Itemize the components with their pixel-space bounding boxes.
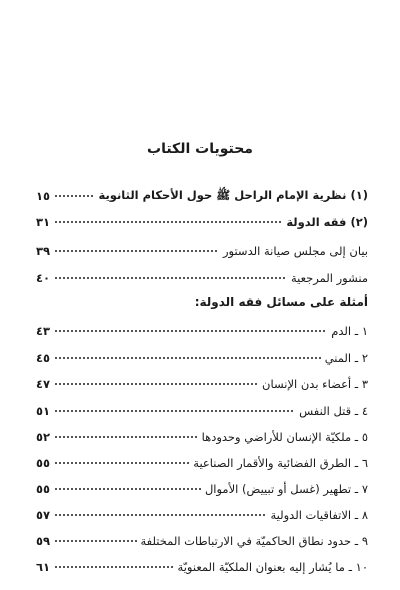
toc-example — [36, 376, 368, 392]
dot-leader — [54, 562, 174, 572]
dot-leader — [54, 432, 198, 442]
toc-example-page: ٥٢ — [36, 430, 51, 444]
dot-leader — [54, 273, 287, 283]
toc-example-label: ٣ ـ أعضاء بدن الإنسان — [262, 377, 368, 391]
toc-example-page: ٥١ — [36, 404, 51, 418]
toc-example — [36, 323, 368, 339]
toc-example-label: ١ ـ الدم — [331, 324, 368, 338]
toc-entry-page: ٤٠ — [36, 271, 51, 285]
toc-example — [36, 429, 368, 445]
toc-example-page: ٦١ — [36, 560, 51, 574]
section-heading: أمثلة على مسائل فقه الدولة: — [194, 295, 368, 309]
dot-leader — [54, 326, 327, 336]
toc-entry-page: ١٥ — [36, 189, 51, 203]
toc-example-label: ٤ ـ قتل النفس — [299, 404, 368, 418]
toc-example-label: ٥ ـ ملكيّة الإنسان للأراضي وحدودها — [201, 430, 368, 444]
toc-example-page: ٥٧ — [36, 508, 51, 522]
toc-example-page: ٥٥ — [36, 456, 51, 470]
toc-example-label: ٨ ـ الاتفاقيات الدولية — [270, 508, 368, 522]
dot-leader — [54, 406, 295, 416]
toc-example — [36, 533, 368, 549]
dot-leader — [54, 510, 266, 520]
dot-leader — [54, 353, 321, 363]
dot-leader — [54, 217, 282, 227]
toc-example — [36, 507, 368, 523]
toc-example-label: ٩ ـ حدود نطاق الحاكميّة في الارتباطات المختلفة — [140, 534, 368, 548]
toc-example — [36, 350, 368, 366]
dot-leader — [54, 536, 137, 546]
toc-entry-label: منشور المرجعية — [290, 271, 368, 285]
toc-example-page: ٤٧ — [36, 377, 51, 391]
toc-entry-page: ٣٩ — [36, 244, 51, 258]
dot-leader — [54, 458, 189, 468]
toc-entry — [36, 188, 368, 204]
toc-example-label: ٧ ـ تطهير (غسل أو تبييض) الأموال — [204, 482, 368, 496]
toc-example-label: ٦ ـ الطرق الفضائية والأقمار الصناعية — [193, 456, 368, 470]
toc-example-label: ٢ ـ المني — [324, 351, 368, 365]
toc-entry — [36, 270, 368, 286]
toc-example-page: ٥٩ — [36, 534, 51, 548]
toc-example — [36, 559, 368, 575]
dot-leader — [54, 379, 258, 389]
toc-entry — [36, 214, 368, 230]
toc-entry-page: ٣١ — [36, 215, 51, 229]
dot-leader — [54, 246, 219, 256]
toc-entry-label: (١) نظرية الإمام الراحل ﷺ حول الأحكام الثانوية — [98, 187, 368, 202]
page-title: محتويات الكتاب — [147, 141, 253, 157]
toc-example — [36, 403, 368, 419]
toc-example — [36, 481, 368, 497]
toc-example-page: ٥٥ — [36, 482, 51, 496]
toc-entry-label: (٢) فقه الدولة — [286, 215, 368, 229]
toc-example-page: ٤٥ — [36, 351, 51, 365]
toc-example-page: ٤٣ — [36, 324, 51, 338]
toc-example-label: ١٠ ـ ما يُشار إليه بعنوان الملكيّة المعنويّة — [177, 560, 368, 574]
toc-entry-label: بيان إلى مجلس صيانة الدستور — [222, 244, 368, 258]
toc-entry — [36, 243, 368, 259]
dot-leader — [54, 484, 201, 494]
toc-example — [36, 455, 368, 471]
dot-leader — [54, 191, 94, 201]
